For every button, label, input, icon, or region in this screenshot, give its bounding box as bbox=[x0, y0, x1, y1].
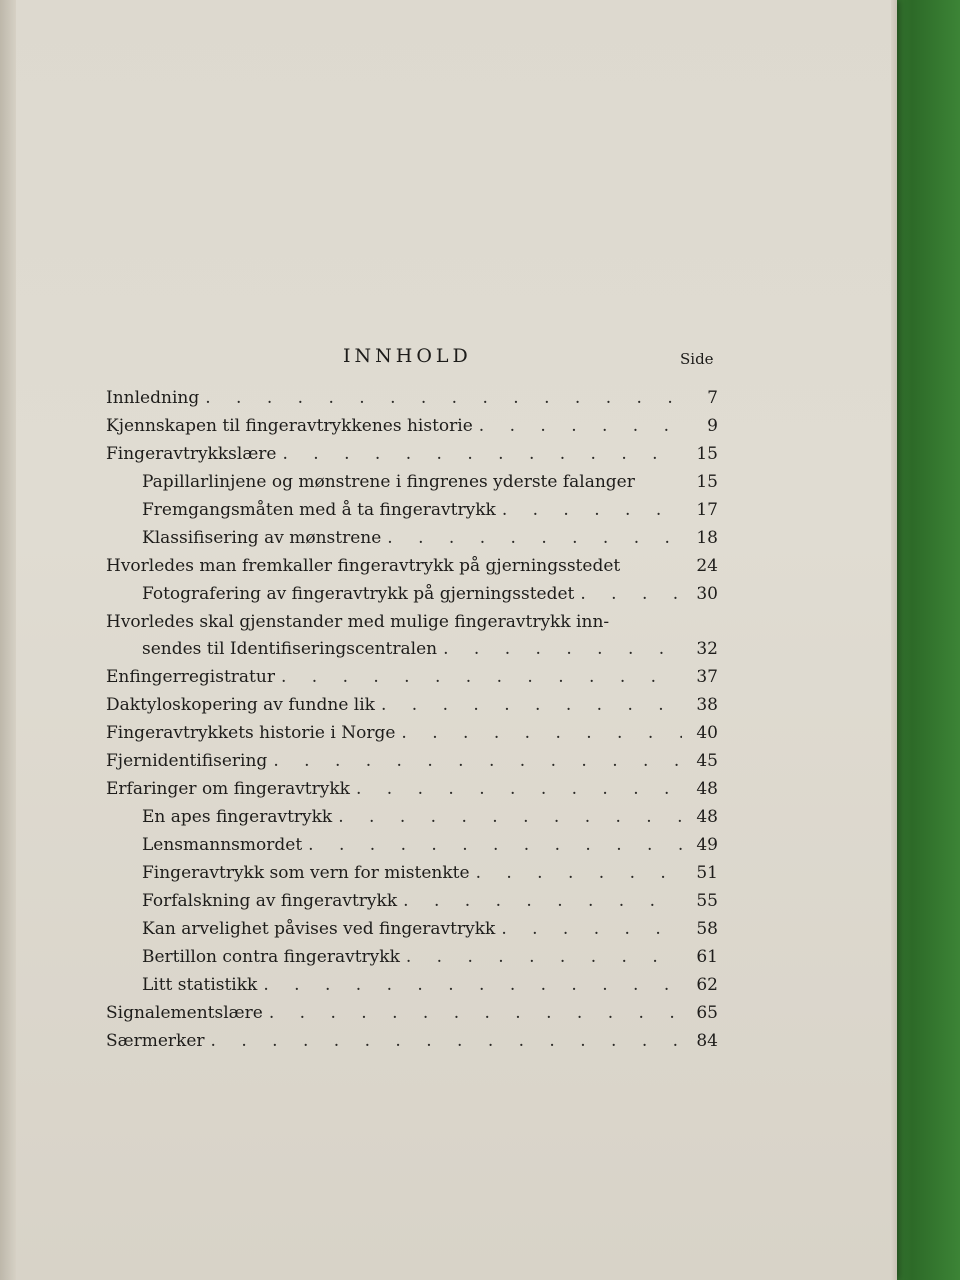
toc-entry bbox=[106, 556, 718, 584]
toc-entry bbox=[106, 1003, 718, 1031]
toc-entry-page: 49 bbox=[696, 835, 718, 855]
dot-leader bbox=[381, 695, 682, 715]
toc-subentry bbox=[106, 835, 718, 863]
toc-entry-page: 61 bbox=[696, 947, 718, 967]
dot-leader bbox=[211, 1031, 682, 1051]
toc-entry-title: Fotografering av fingeravtrykk på gjerningsstedet bbox=[142, 584, 575, 604]
page-title: INNHOLD bbox=[343, 345, 472, 367]
toc-entry-page: 45 bbox=[696, 751, 718, 771]
toc-entry-title: Fingeravtrykkets historie i Norge bbox=[106, 723, 396, 743]
toc-entry-title: Kan arvelighet påvises ved fingeravtrykk bbox=[142, 919, 496, 939]
toc-entry bbox=[106, 695, 718, 723]
toc-entry-page: 40 bbox=[696, 723, 718, 743]
toc-subentry bbox=[106, 891, 718, 919]
toc-entry bbox=[106, 723, 718, 751]
toc-entry bbox=[106, 1031, 718, 1059]
dot-leader bbox=[580, 584, 682, 604]
dot-leader bbox=[269, 1003, 682, 1023]
toc-entry bbox=[106, 779, 718, 807]
toc-entry-page: 55 bbox=[696, 891, 718, 911]
dot-leader bbox=[205, 388, 682, 408]
toc-entry-title: Litt statistikk bbox=[142, 975, 258, 995]
toc-subentry bbox=[106, 472, 718, 500]
toc-entry-page: 58 bbox=[696, 919, 718, 939]
toc-entry-page: 24 bbox=[696, 556, 718, 576]
toc-entry-title: Innledning bbox=[106, 388, 200, 408]
toc-entry-page: 84 bbox=[696, 1031, 718, 1051]
toc-entry-title: Hvorledes skal gjenstander med mulige fingeravtrykk inn- bbox=[106, 612, 610, 632]
toc-entry-title: En apes fingeravtrykk bbox=[142, 807, 333, 827]
dot-leader bbox=[403, 891, 682, 911]
toc-entry-page: 37 bbox=[696, 667, 718, 687]
dot-leader bbox=[282, 444, 682, 464]
toc-entry bbox=[106, 444, 718, 472]
dot-leader bbox=[476, 863, 682, 883]
toc-entry-title: sendes til Identifiseringscentralen bbox=[142, 639, 438, 659]
toc-subentry bbox=[106, 947, 718, 975]
toc-entry-page: 30 bbox=[696, 584, 718, 604]
toc-entry bbox=[106, 751, 718, 779]
toc-entry-continuation bbox=[106, 639, 718, 667]
dot-leader bbox=[501, 919, 682, 939]
table-of-contents bbox=[106, 388, 718, 1059]
toc-entry bbox=[106, 416, 718, 444]
toc-entry-title: Hvorledes man fremkaller fingeravtrykk på gjerningsstedet bbox=[106, 556, 621, 576]
toc-entry-title: Klassifisering av mønstrene bbox=[142, 528, 382, 548]
toc-entry-title: Bertillon contra fingeravtrykk bbox=[142, 947, 400, 967]
dot-leader bbox=[443, 639, 682, 659]
toc-subentry bbox=[106, 500, 718, 528]
page-column-label: Side bbox=[680, 350, 714, 368]
toc-entry-title: Fjernidentifisering bbox=[106, 751, 268, 771]
toc-subentry bbox=[106, 919, 718, 947]
dot-leader bbox=[308, 835, 682, 855]
toc-subentry bbox=[106, 863, 718, 891]
toc-entry-title: Kjennskapen til fingeravtrykkenes historie bbox=[106, 416, 473, 436]
dot-leader bbox=[338, 807, 682, 827]
dot-leader bbox=[356, 779, 682, 799]
toc-entry-title: Papillarlinjene og mønstrene i fingrenes yderste falanger bbox=[142, 472, 635, 492]
toc-entry-page: 7 bbox=[707, 388, 718, 408]
dot-leader bbox=[263, 975, 682, 995]
toc-entry-page: 9 bbox=[707, 416, 718, 436]
toc-entry-page: 38 bbox=[696, 695, 718, 715]
toc-entry-page: 18 bbox=[696, 528, 718, 548]
dot-leader bbox=[502, 500, 682, 520]
toc-entry-title: Lensmannsmordet bbox=[142, 835, 303, 855]
dot-leader bbox=[387, 528, 682, 548]
toc-entry bbox=[106, 667, 718, 695]
toc-entry-title: Daktyloskopering av fundne lik bbox=[106, 695, 375, 715]
toc-entry-page: 17 bbox=[696, 500, 718, 520]
toc-entry-title: Fingeravtrykkslære bbox=[106, 444, 277, 464]
toc-entry-page: 51 bbox=[696, 863, 718, 883]
toc-entry bbox=[106, 388, 718, 416]
toc-entry-page: 48 bbox=[696, 779, 718, 799]
toc-entry-page: 15 bbox=[696, 472, 718, 492]
dot-leader bbox=[273, 751, 682, 771]
dot-leader bbox=[479, 416, 682, 436]
dot-leader bbox=[406, 947, 682, 967]
toc-entry-page: 65 bbox=[696, 1003, 718, 1023]
toc-entry-title: Forfalskning av fingeravtrykk bbox=[142, 891, 398, 911]
toc-subentry bbox=[106, 807, 718, 835]
toc-subentry bbox=[106, 584, 718, 612]
dot-leader bbox=[281, 667, 682, 687]
toc-entry-title: Særmerker bbox=[106, 1031, 205, 1051]
toc-entry-title: Fingeravtrykk som vern for mistenkte bbox=[142, 863, 470, 883]
toc-entry-page: 15 bbox=[696, 444, 718, 464]
toc-entry-title: Fremgangsmåten med å ta fingeravtrykk bbox=[142, 500, 496, 520]
toc-entry-page: 62 bbox=[696, 975, 718, 995]
toc-entry-title: Enfingerregistratur bbox=[106, 667, 275, 687]
toc-entry-title: Signalementslære bbox=[106, 1003, 263, 1023]
toc-entry-title: Erfaringer om fingeravtrykk bbox=[106, 779, 350, 799]
toc-subentry bbox=[106, 528, 718, 556]
toc-entry-page: 32 bbox=[696, 639, 718, 659]
toc-entry-page: 48 bbox=[696, 807, 718, 827]
dot-leader bbox=[401, 723, 682, 743]
toc-entry bbox=[106, 612, 718, 639]
toc-subentry bbox=[106, 975, 718, 1003]
